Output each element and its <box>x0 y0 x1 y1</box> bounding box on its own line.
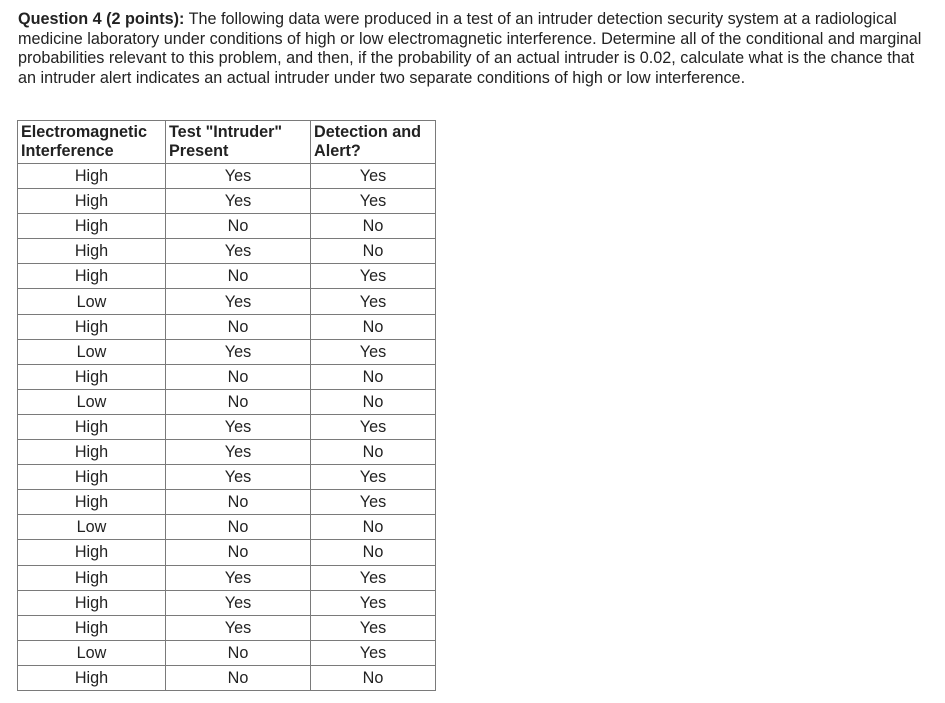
detection-alert-cell: No <box>311 239 436 264</box>
intruder-present-cell: No <box>166 640 311 665</box>
detection-alert-cell: Yes <box>311 414 436 439</box>
detection-alert-cell: Yes <box>311 615 436 640</box>
header-test-intruder-present <box>166 121 311 164</box>
detection-alert-cell: Yes <box>311 590 436 615</box>
question-text <box>18 10 933 88</box>
intruder-present-cell: Yes <box>166 414 311 439</box>
table-row <box>18 615 436 640</box>
intruder-present-cell: Yes <box>166 289 311 314</box>
question-body: The following data were produced in a test of an intruder detection security system at a radiological medicine laboratory under conditions of high or low electromagnetic interference. Determine all of the conditional and marginal probabilities relevant to this problem, and then, if the probability of an actual intruder is 0.02, calculate what is the chance that an intruder alert indicates an actual intruder under two separate conditions of high or low interference. <box>18 10 922 87</box>
interference-cell: High <box>18 364 166 389</box>
detection-alert-cell: Yes <box>311 164 436 189</box>
table-row <box>18 640 436 665</box>
detection-alert-cell: Yes <box>311 189 436 214</box>
table-row <box>18 289 436 314</box>
interference-cell: Low <box>18 339 166 364</box>
detection-alert-cell: No <box>311 540 436 565</box>
interference-cell: High <box>18 164 166 189</box>
detection-alert-cell: Yes <box>311 264 436 289</box>
interference-cell: High <box>18 565 166 590</box>
interference-cell: High <box>18 214 166 239</box>
intruder-present-cell: No <box>166 540 311 565</box>
interference-cell: High <box>18 414 166 439</box>
detection-alert-cell: No <box>311 665 436 690</box>
intruder-present-cell: Yes <box>166 590 311 615</box>
detection-alert-cell: No <box>311 314 436 339</box>
intruder-present-cell: Yes <box>166 189 311 214</box>
interference-cell: High <box>18 590 166 615</box>
interference-cell: Low <box>18 640 166 665</box>
detection-alert-cell: Yes <box>311 289 436 314</box>
intruder-present-cell: No <box>166 389 311 414</box>
intruder-present-cell: No <box>166 490 311 515</box>
table-row <box>18 339 436 364</box>
table-row <box>18 264 436 289</box>
header-line: Alert? <box>314 142 361 160</box>
detection-alert-cell: No <box>311 515 436 540</box>
header-line: Test "Intruder" <box>169 123 283 141</box>
interference-cell: High <box>18 239 166 264</box>
table-row <box>18 214 436 239</box>
interference-cell: High <box>18 314 166 339</box>
detection-alert-cell: Yes <box>311 465 436 490</box>
intruder-present-cell: No <box>166 515 311 540</box>
intruder-present-cell: No <box>166 364 311 389</box>
table-row <box>18 665 436 690</box>
intruder-present-cell: No <box>166 264 311 289</box>
detection-alert-cell: Yes <box>311 339 436 364</box>
header-line: Interference <box>21 142 114 160</box>
intruder-present-cell: No <box>166 214 311 239</box>
intruder-present-cell: Yes <box>166 565 311 590</box>
intruder-present-cell: Yes <box>166 164 311 189</box>
detection-alert-cell: Yes <box>311 565 436 590</box>
table-row <box>18 389 436 414</box>
intruder-present-cell: Yes <box>166 440 311 465</box>
table-row <box>18 565 436 590</box>
table-row <box>18 239 436 264</box>
interference-cell: Low <box>18 389 166 414</box>
detection-alert-cell: No <box>311 364 436 389</box>
header-line: Electromagnetic <box>21 123 147 141</box>
table-header-row <box>18 121 436 164</box>
interference-cell: High <box>18 189 166 214</box>
detection-alert-cell: No <box>311 389 436 414</box>
header-line: Present <box>169 142 229 160</box>
header-detection-and-alert <box>311 121 436 164</box>
table-row <box>18 164 436 189</box>
table-row <box>18 465 436 490</box>
detection-alert-cell: Yes <box>311 640 436 665</box>
intruder-present-cell: Yes <box>166 239 311 264</box>
interference-cell: High <box>18 264 166 289</box>
interference-cell: High <box>18 465 166 490</box>
interference-cell: High <box>18 615 166 640</box>
interference-cell: High <box>18 490 166 515</box>
table-row <box>18 515 436 540</box>
intruder-present-cell: No <box>166 665 311 690</box>
table-row <box>18 314 436 339</box>
table-body <box>18 164 436 691</box>
interference-cell: High <box>18 540 166 565</box>
table-row <box>18 490 436 515</box>
intruder-present-cell: No <box>166 314 311 339</box>
question-title: Question 4 (2 points): <box>18 10 185 28</box>
header-line: Detection and <box>314 123 422 141</box>
intruder-present-cell: Yes <box>166 339 311 364</box>
detection-alert-cell: No <box>311 214 436 239</box>
interference-cell: High <box>18 440 166 465</box>
table-row <box>18 590 436 615</box>
header-electromagnetic-interference <box>18 121 166 164</box>
intruder-present-cell: Yes <box>166 465 311 490</box>
table-row <box>18 440 436 465</box>
detection-alert-cell: No <box>311 440 436 465</box>
interference-cell: High <box>18 665 166 690</box>
table-row <box>18 189 436 214</box>
interference-cell: Low <box>18 515 166 540</box>
interference-cell: Low <box>18 289 166 314</box>
data-table <box>17 120 436 691</box>
table-row <box>18 540 436 565</box>
detection-alert-cell: Yes <box>311 490 436 515</box>
table-row <box>18 364 436 389</box>
intruder-present-cell: Yes <box>166 615 311 640</box>
table-row <box>18 414 436 439</box>
